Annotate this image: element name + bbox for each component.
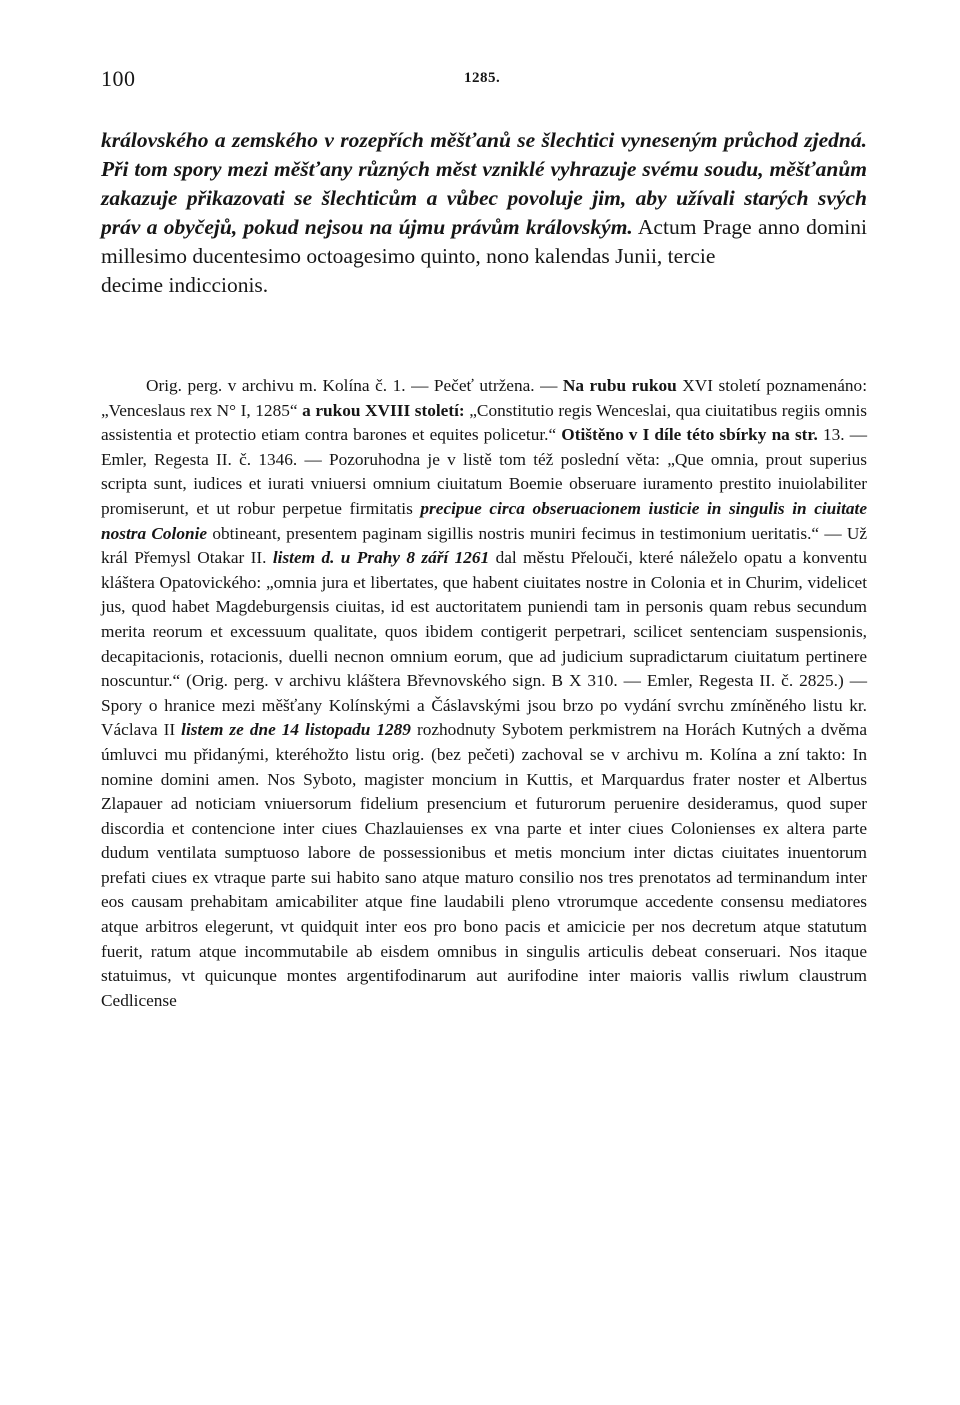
summary-czech-italic: královského a zemského v rozepřích měšťanů se šlechtici vyneseným průchod zjedná. Při tom spory mezi měšťany různých měst vzniklé vyhrazuje svému soudu, měšťanům zakazuje přikazovati se šlechticům a vůbec povoluje jim, aby užívali starých svých práv a obyčejů, pokud nejsou na újmu právům královským. <box>101 128 867 239</box>
page-number: 100 <box>101 66 136 91</box>
note-segment-12: listem ze dne 14 listopadu 1289 <box>181 720 411 740</box>
note-segment-11: dal městu Přelouči, které náleželo opatu a konventu kláštera Opatovického: „omnia jura et libertates, que habent ciuitates nostre in Colonia et in Churim, videlicet jus, quod habet Magdeburgensis ciuitas, id est auctoritatem puniendi tam in personis quam rebus secundum merita reorum et excessuum qualitate, quos ibidem contigerit perpetrari, scilicet sentenciam suspensionis, decapitacionis, rotacionis, duelli necnon omnium eorum, que ad judicium supradictarum ciuitatum pertinere noscuntur.“ (Orig. perg. v archivu kláštera Břevnovského sign. B X 310. — Emler, Regesta II. č. 2825.) — Spory o hranice mezi měšťany Kolínskými a Čáslavskými jsou brzo po vydání svrchu zmíněného listu kr. Václava II <box>101 548 867 740</box>
editorial-notes <box>101 374 867 1013</box>
document-summary <box>101 126 867 300</box>
note-segment-1: Orig. perg. v archivu m. Kolína č. 1. — Pečeť utržena. — <box>146 376 563 395</box>
running-head <box>101 66 867 96</box>
note-segment-5: „Constitutio regis Wenceslai, qua ciuitatibus regiis omnis assistentia et protectio etiam contra barones et equites policetur.“ <box>101 400 867 445</box>
summary-latin-dating: Actum Prage anno domini millesimo ducentesimo octoagesimo quinto, nono kalendas Junii, tercie <box>101 215 867 268</box>
note-segment-13: rozhodnuty Sybotem perkmistrem na Horách Kutných a dvěma úmluvci mu přidanými, kteréhožto listu orig. (bez pečeti) zachoval se v archivu m. Kolína a zní takto: In nomine domini amen. Nos Syboto, magister moncium in Kuttis, et Marquardus frater noster et Albertus Zlapauer ad noticiam vniuersorum fidelium presencium et futurorum peruenire desideramus, quod super discordia et contencione inter ciues Chazlauienses ex vna parte et inter ciues Colonienses ex altera parte dudum ventilata sumptuoso labore de possessionibus et metis moncium inter dictas ciuitates inuentorum prefati ciues ex vtraque parte sui habito sano atque maturo consilio nos tres prenotatos ad terminandum inter eos causam prehabitam amicabiliter atque fine laudabili pleno vtrorumque accedente consensu mediatores atque arbitros elegerunt, vt quidquit inter eos pro bono pacis et amicicie per nos decretum atque statutum fuerit, ratum atque incommutabile ab eisdem omnibus in singulis articulis debeat conseruari. Nos itaque statuimus, vt quicunque montes argentifodinarum aut aurifodine inter maioris vallis riwlum claustrum Cedlicense <box>101 720 867 1010</box>
note-segment-2: Na rubu rukou <box>562 376 677 395</box>
note-segment-6: Otištěno v I díle této sbírky na str. <box>561 425 818 445</box>
note-segment-4: a rukou XVIII století: <box>302 400 465 420</box>
note-segment-10: listem d. u Prahy 8 září 1261 <box>272 548 490 568</box>
note-segment-9: obtineant, presentem paginam sigillis nostris muniri fecimus in testimonium ueritatis.“ — Už král Přemysl Otakar II. <box>101 523 867 568</box>
note-segment-3: XVI století poznamenáno: „Venceslaus rex N° I, 1285“ <box>101 376 868 420</box>
note-segment-7: 13. — Emler, Regesta II. č. 1346. — Pozoruhodna je v listě tom též poslední věta: „Que omnia, prout superius scripta sunt, iudices et iurati vniuersi omnium ciuitatum Boemie obseruare iuramento prestito inuiolabiliter promiserunt, et ut robur perpetue firmitatis <box>101 425 867 518</box>
note-segment-8: precipue circa obseruacionem iusticie in singulis in ciuitate nostra Colonie <box>101 498 867 543</box>
running-head-year: 1285. <box>464 70 501 86</box>
summary-latin-dating-end: decime indiccionis. <box>101 273 269 297</box>
